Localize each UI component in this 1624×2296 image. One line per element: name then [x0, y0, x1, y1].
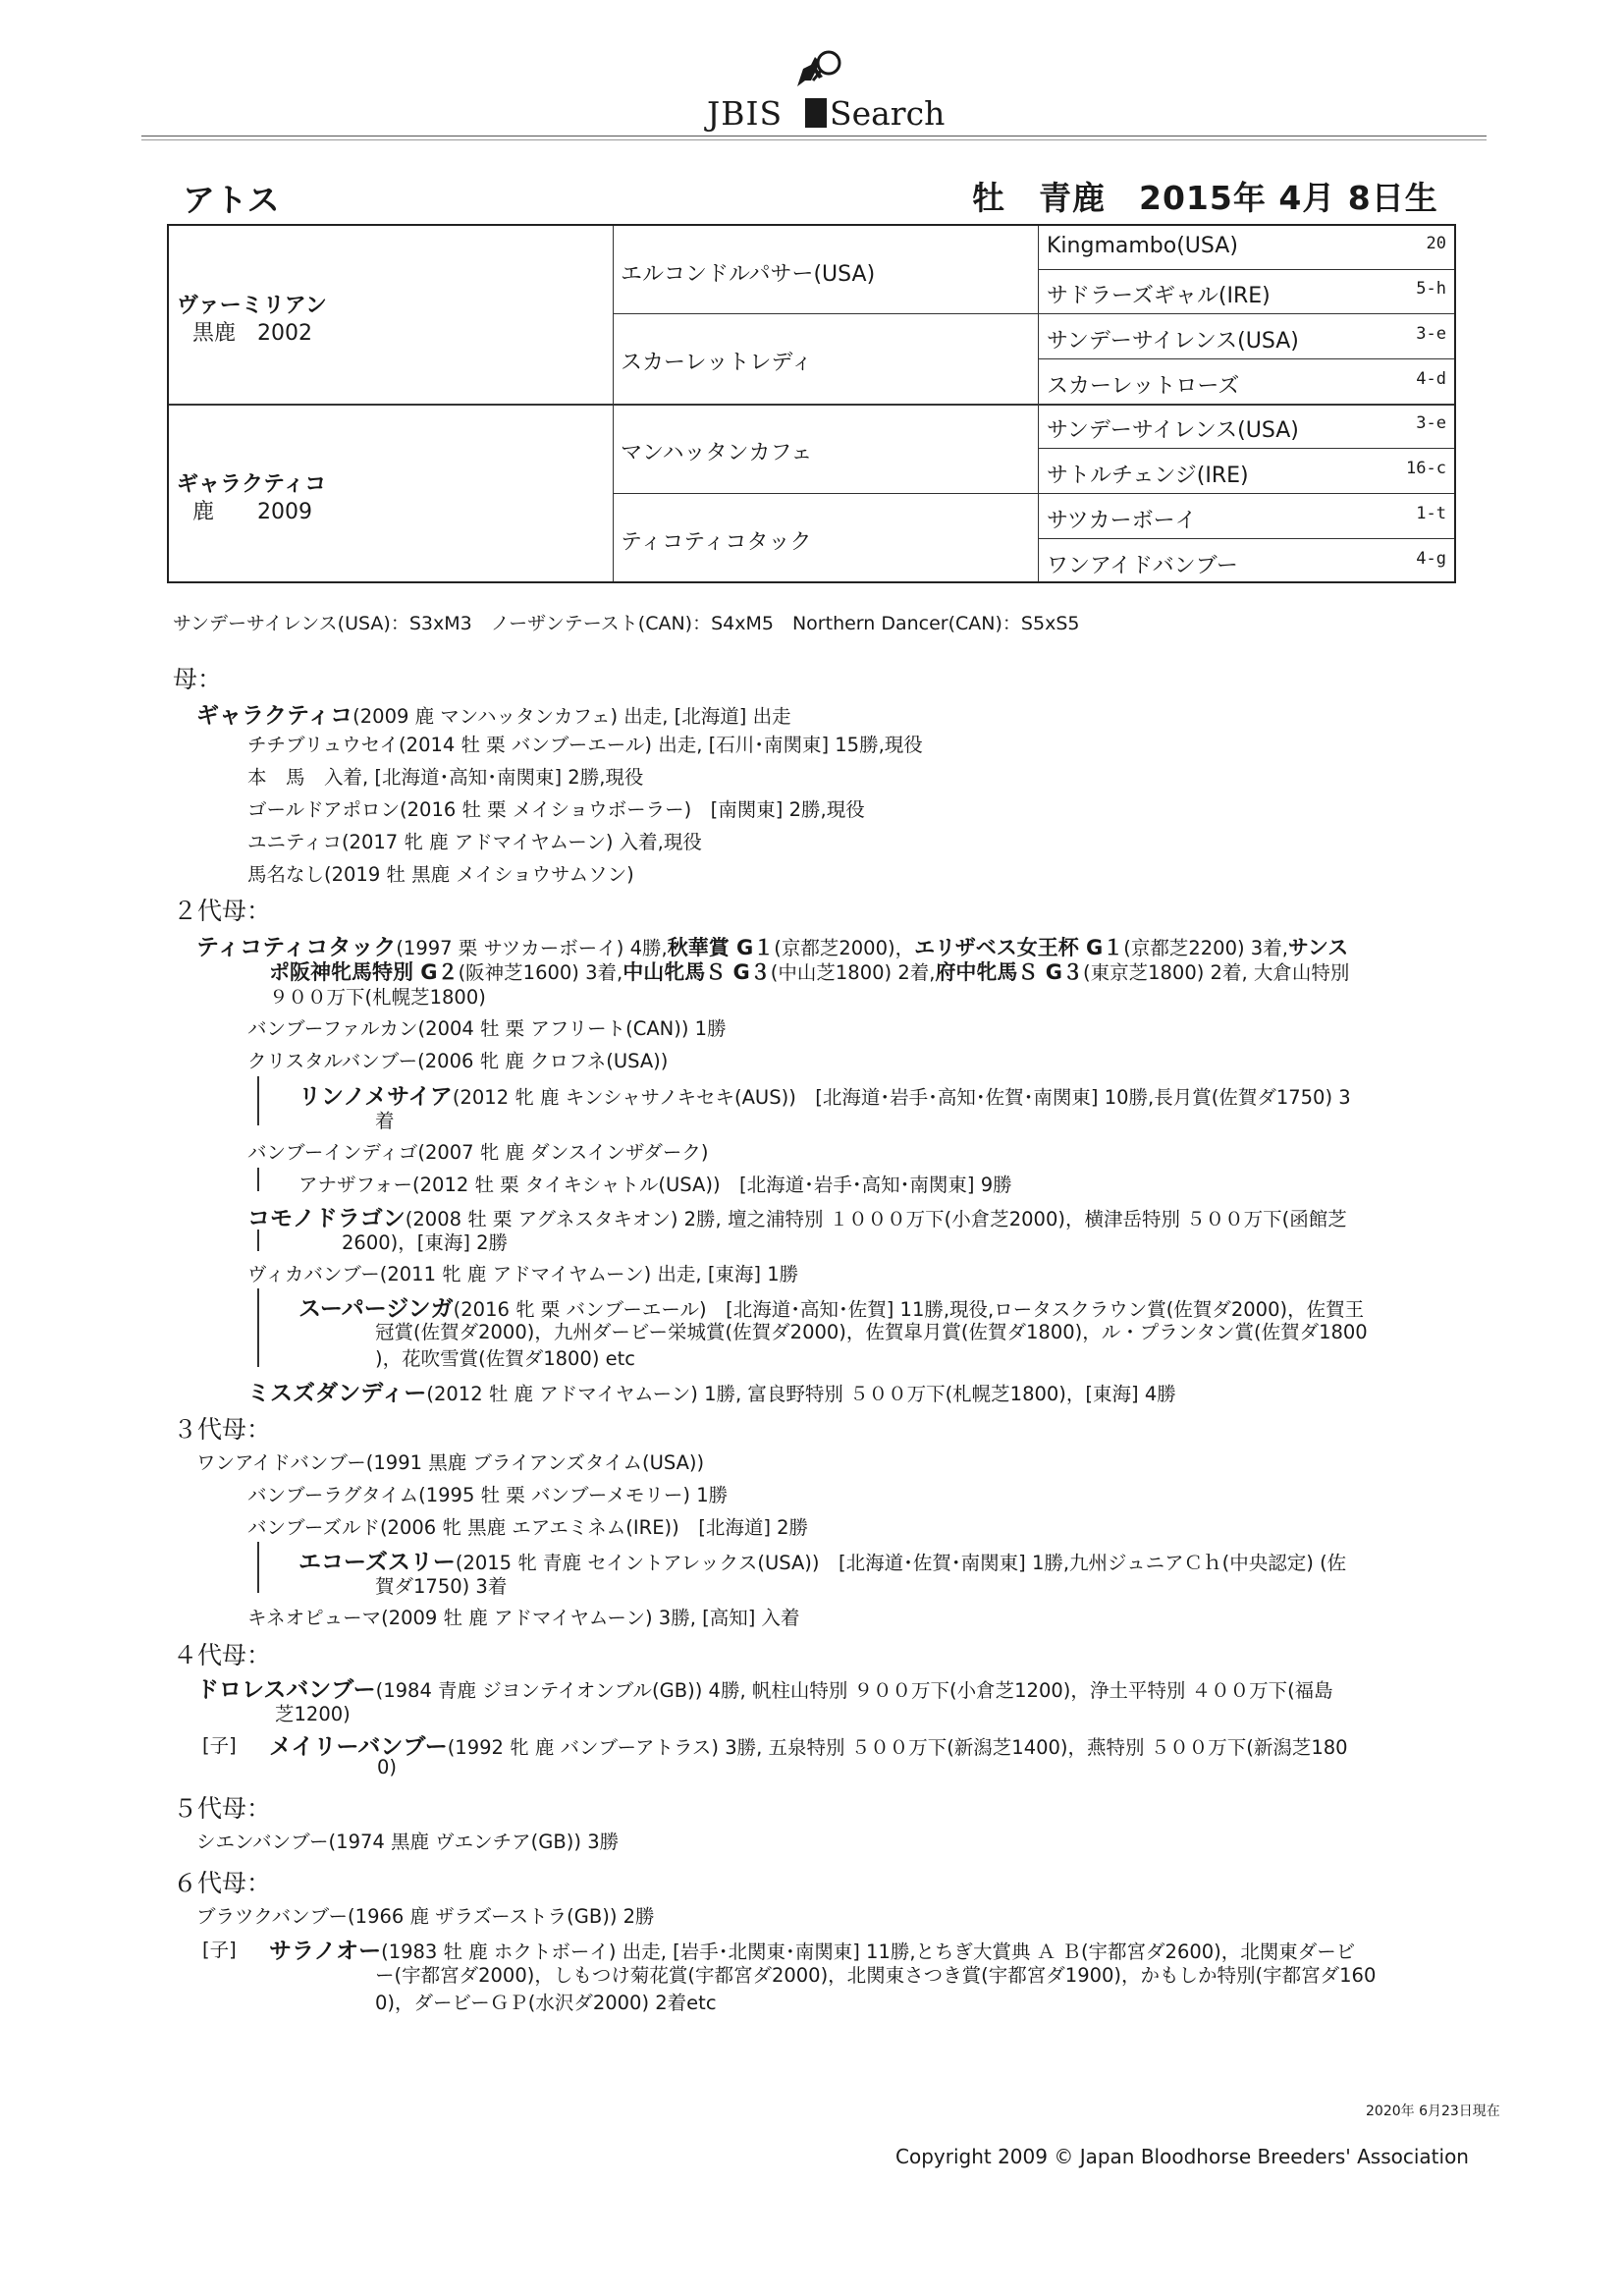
list-item: クリスタルバンブー(2006 牝 鹿 クロフネ(USA)) — [247, 1050, 669, 1072]
horse-name-bold: コモノドラゴン — [247, 1206, 406, 1231]
copyright: Copyright 2009 © Japan Bloodhorse Breeders' Association — [895, 2145, 1469, 2168]
second-dam-record-line3: ９００万下(札幌芝1800) — [269, 986, 486, 1009]
horse-name-bold: リンノメサイア — [298, 1084, 453, 1110]
list-item: 本 馬 入着, [北海道･高知･南関東] 2勝,現役 — [247, 766, 644, 789]
third-dam-record: ワンアイドバンブー(1991 黒鹿 ブライアンズタイム(USA)) — [196, 1451, 705, 1474]
gen3-name: サンデーサイレンス(USA) — [1047, 329, 1299, 354]
gen3-name: サドラーズギャル(IRE) — [1047, 284, 1271, 308]
horse-name: アトス — [183, 181, 280, 219]
row-divider — [169, 404, 1454, 406]
horse-name-bold: サラノオー — [269, 1939, 382, 1964]
record-detail: (東京芝1800) 2着, 大倉山特別 — [1083, 961, 1350, 984]
family-number: 1-t — [1416, 504, 1446, 523]
list-item-sub-cont: 着 — [375, 1110, 395, 1132]
gen3-entry — [1047, 413, 1454, 444]
second-dam-name: ティコティコタック — [196, 935, 397, 960]
sixth-dam-record: ブラツクバンブー(1966 鹿 ザラズーストラ(GB)) 2勝 — [196, 1905, 655, 1928]
list-item: バンブーズルド(2006 牝 黒鹿 エアエミネム(IRE)) [北海道] 2勝 — [247, 1516, 809, 1539]
sire-info: 黒鹿 2002 — [192, 321, 312, 346]
horse-name-bold: ミスズダンディー — [247, 1381, 427, 1406]
horse-name-bold: ドロレスバンブー — [196, 1677, 376, 1703]
sire-name: ヴァーミリアン — [177, 294, 327, 318]
family-number: 16-c — [1406, 459, 1446, 478]
jbis-search-logo — [707, 47, 946, 133]
section-second-dam: ２代母： — [173, 897, 272, 925]
record-detail: (阪神芝1600) 3着, — [458, 961, 623, 984]
list-item: ヴィカバンブー(2011 牝 鹿 アドマイヤムーン) 出走, [東海] 1勝 — [247, 1263, 799, 1285]
section-fifth-dam: ５代母： — [173, 1794, 272, 1823]
gen3-entry — [1047, 279, 1454, 309]
race-title: エリザベス女王杯 G１ — [914, 936, 1124, 959]
dam-record — [196, 697, 791, 730]
header-rule-thin — [141, 139, 1487, 140]
list-item-sub-cont: 冠賞(佐賀ダ2000)，九州ダービー栄城賞(佐賀ダ2000)，佐賀皐月賞(佐賀ダ1800)，ル・プランタン賞(佐賀ダ1800 — [375, 1321, 1368, 1343]
gen2-sire-sire: エルコンドルパサー(USA) — [621, 262, 876, 287]
gen3-entry — [1047, 549, 1454, 579]
row-divider — [1038, 269, 1454, 270]
child-tag: [子] — [202, 1939, 237, 1961]
family-number: 3-e — [1416, 324, 1446, 344]
list-item-cont: 2600)，[東海] 2勝 — [342, 1231, 509, 1254]
as-of-date: 2020年 6月23日現在 — [1366, 2104, 1500, 2119]
horse-name-bold: メイリーバンブー — [269, 1734, 448, 1760]
row-divider — [1038, 358, 1454, 359]
record-detail: (2008 牡 栗 アグネスタキオン) 2勝, 壇之浦特別 １０００万下(小倉芝2000)，横津岳特別 ５００万下(函館芝 — [405, 1208, 1347, 1230]
gen2-sire-dam: スカーレットレディ — [621, 351, 813, 375]
gen3-name: サンデーサイレンス(USA) — [1047, 418, 1299, 443]
dam-info: 鹿 2009 — [192, 500, 312, 524]
fourth-dam-child — [269, 1728, 1348, 1761]
tree-bar — [257, 1288, 259, 1367]
record-detail: (1992 牝 鹿 バンブーアトラス) 3勝, 五泉特別 ５００万下(新潟芝1400)，燕特別 ５００万下(新潟芝180 — [447, 1736, 1348, 1759]
gen3-name: Kingmambo(USA) — [1047, 234, 1238, 258]
logo-text-jbis: JBIS — [707, 94, 784, 133]
section-dam: 母： — [173, 665, 223, 693]
record-detail: (2016 牝 栗 バンブーエール) [北海道･高知･佐賀] 11勝,現役,ロータスクラウン賞(佐賀ダ2000)，佐賀王 — [453, 1298, 1365, 1321]
gen3-entry — [1047, 369, 1454, 400]
gen3-name: スカーレットローズ — [1047, 374, 1240, 399]
tree-bar — [257, 1230, 259, 1251]
section-fourth-dam: ４代母： — [173, 1641, 272, 1669]
record-detail: (1997 栗 サツカーボーイ) 4勝, — [396, 937, 668, 959]
record-detail: (京都芝2000)， — [774, 937, 915, 959]
family-number: 3-e — [1416, 413, 1446, 433]
list-item-sub-cont: )，花吹雪賞(佐賀ダ1800) etc — [375, 1347, 636, 1370]
tree-bar — [257, 1076, 259, 1125]
record-detail: (2012 牡 鹿 アドマイヤムーン) 1勝, 富良野特別 ５００万下(札幌芝1800)，[東海] 4勝 — [426, 1383, 1176, 1405]
list-item-sub: アナザフォー(2012 牡 栗 タイキシャトル(USA)) [北海道･岩手･高知･南関東] 9勝 — [298, 1174, 1012, 1196]
pedigree-table — [167, 224, 1456, 583]
gen3-name: サトルチェンジ(IRE) — [1047, 464, 1249, 488]
row-divider — [1038, 538, 1454, 539]
record-detail: (1984 青鹿 ジヨンテイオンブル(GB)) 4勝, 帆柱山特別 ９００万下(小倉芝1200)，浄土平特別 ４００万下(福島 — [375, 1679, 1333, 1702]
gen3-entry — [1047, 234, 1454, 258]
fourth-dam-record — [196, 1671, 1333, 1704]
inbreeding-summary: サンデーサイレンス(USA)：S3xM3 ノーザンテースト(CAN)：S4xM5 Northern Dancer(CAN)：S5xS5 — [173, 613, 1080, 634]
record-detail: (中山芝1800) 2着, — [770, 961, 936, 984]
fourth-dam-record-cont: 芝1200) — [275, 1703, 351, 1725]
sixth-dam-child-cont: ー(宇都宮ダ2000)，しもつけ菊花賞(宇都宮ダ2000)，北関東さつき賞(宇都宮ダ1900)，かもしか特別(宇都宮ダ160 — [375, 1964, 1377, 1987]
record-detail: (2015 牝 青鹿 セイントアレックス(USA)) [北海道･佐賀･南関東] 1勝,九州ジュニアＣｈ(中央認定) (佐 — [455, 1552, 1347, 1574]
section-third-dam: ３代母： — [173, 1415, 272, 1444]
gen2-dam-sire: マンハッタンカフェ — [621, 441, 813, 465]
gen3-entry — [1047, 504, 1454, 534]
gen3-entry — [1047, 459, 1454, 489]
family-number: 4-d — [1416, 369, 1446, 389]
section-sixth-dam: ６代母： — [173, 1869, 272, 1897]
row-divider — [613, 493, 1454, 494]
logo-text-search: Search — [830, 94, 946, 133]
dam-record-name: ギャラクティコ — [196, 703, 353, 729]
list-item — [247, 1375, 1176, 1407]
fourth-dam-child-cont: 0) — [377, 1756, 398, 1778]
row-divider — [613, 313, 1454, 314]
list-item: キネオピューマ(2009 牡 鹿 アドマイヤムーン) 3勝, [高知] 入着 — [247, 1607, 800, 1629]
tree-bar — [257, 1542, 259, 1593]
row-divider — [1038, 448, 1454, 449]
gen3-name: ワンアイドバンブー — [1047, 554, 1238, 578]
race-title: 府中牝馬Ｓ G３ — [935, 960, 1083, 984]
horse-name-bold: エコーズスリー — [298, 1550, 456, 1575]
gen3-entry — [1047, 324, 1454, 355]
list-item: チチブリュウセイ(2014 牡 栗 バンブーエール) 出走, [石川･南関東] 15勝,現役 — [247, 734, 923, 756]
race-title: 中山牝馬Ｓ G３ — [623, 960, 771, 984]
dam-name: ギャラクティコ — [177, 472, 327, 497]
list-item-sub — [298, 1078, 1351, 1111]
list-item-sub-cont: 賀ダ1750) 3着 — [375, 1575, 508, 1598]
list-item: バンブーファルカン(2004 牡 栗 アフリート(CAN)) 1勝 — [247, 1017, 727, 1040]
header-rule — [141, 136, 1487, 137]
list-item: バンブーラグタイム(1995 牡 栗 バンブーメモリー) 1勝 — [247, 1484, 729, 1506]
gen3-name: サツカーボーイ — [1047, 509, 1197, 533]
race-title: サンス — [1287, 936, 1349, 959]
family-number: 20 — [1426, 234, 1446, 253]
fifth-dam-record: シエンバンブー(1974 黒鹿 ヴエンチア(GB)) 3勝 — [196, 1831, 620, 1853]
tree-bar — [257, 1168, 259, 1191]
record-detail: (京都芝2200) 3着, — [1123, 937, 1288, 959]
family-number: 5-h — [1416, 279, 1446, 299]
record-detail: (1983 牡 鹿 ホクトボーイ) 出走, [岩手･北関東･南関東] 11勝,とちぎ大賞典 Ａ Ｂ(宇都宮ダ2600)，北関東ダービ — [381, 1941, 1356, 1963]
race-title: ポ阪神牝馬特別 G２ — [269, 960, 459, 984]
gen2-dam-dam: ティコティコタック — [621, 530, 812, 555]
horse-name-bold: スーパージンガ — [298, 1296, 454, 1322]
dam-record-detail: (2009 鹿 マンハッタンカフェ) 出走, [北海道] 出走 — [352, 705, 791, 728]
list-item: 馬名なし(2019 牡 黒鹿 メイショウサムソン) — [247, 863, 634, 886]
record-detail: (2012 牝 鹿 キンシャサノキセキ(AUS)) [北海道･岩手･高知･佐賀･南関東] 10勝,長月賞(佐賀ダ1750) 3 — [452, 1086, 1351, 1109]
family-number: 4-g — [1416, 549, 1446, 569]
horse-sex-color-birthdate: 牡 青鹿 2015年 4月 8日生 — [972, 179, 1438, 217]
sixth-dam-child-cont: 0)，ダービーＧＰ(水沢ダ2000) 2着etc — [375, 1992, 717, 2014]
list-item: ユニティコ(2017 牝 鹿 アドマイヤムーン) 入着,現役 — [247, 831, 702, 853]
list-item: ゴールドアポロン(2016 牡 栗 メイショウボーラー) [南関東] 2勝,現役 — [247, 798, 865, 821]
child-tag: [子] — [202, 1734, 237, 1757]
race-title: 秋華賞 G１ — [667, 936, 775, 959]
list-item: バンブーインディゴ(2007 牝 鹿 ダンスインザダーク) — [247, 1141, 709, 1164]
